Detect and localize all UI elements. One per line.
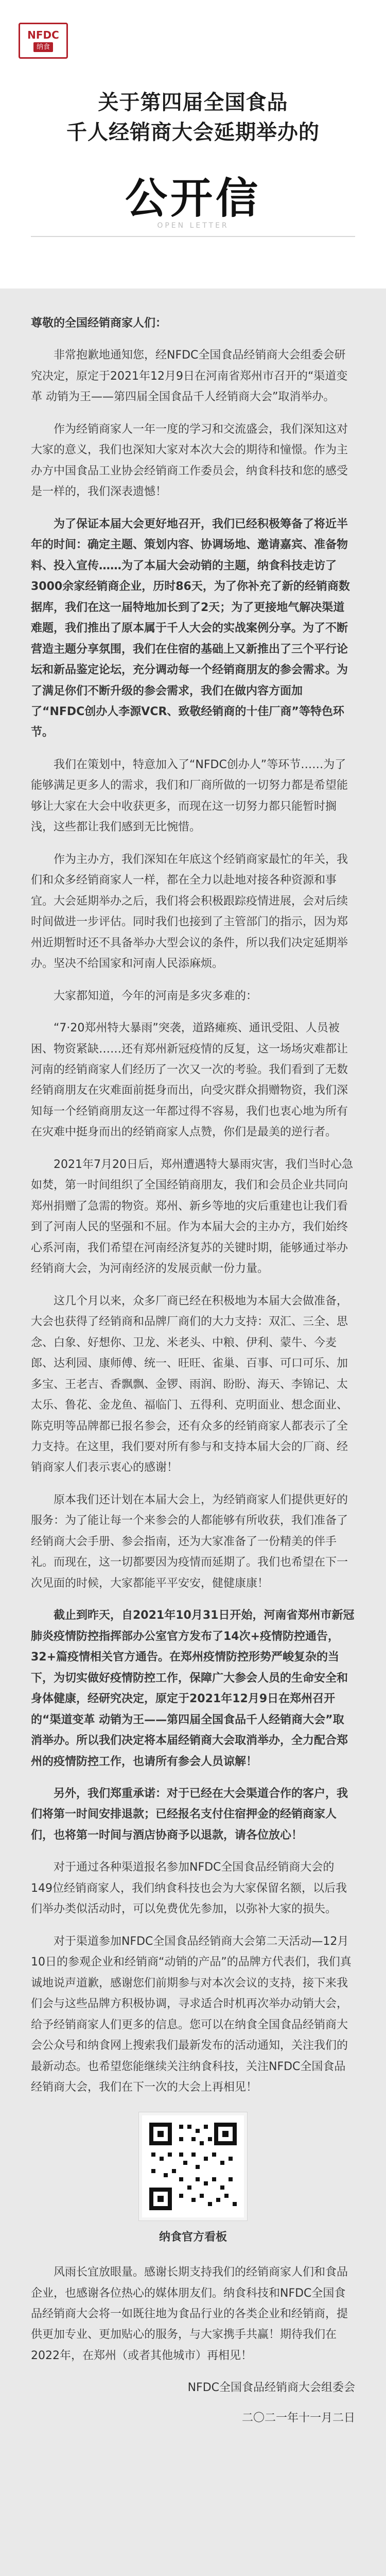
paragraph-9: 原本我们还计划在本届大会上，为经销商家人们提供更好的服务：为了能让每一个来参会的人都能够有所收获，我们准备了经销商大会手册、参会指南，还为大家准备了一份精美的伴手礼。而现在，这一切都要因为疫情而延期了。我们也希望在下一次见面的时候，大家都能平平安安，健健康康！ [31,1493,348,1590]
qr-section [31,2112,355,2248]
paragraph-7: 2021年7月20日后，郑州遭遇特大暴雨灾害，我们当时心急如焚，第一时间组织了全国经销商朋友，我们和会员企业共同向郑州捐赠了急需的物资。郑州、新乡等地的灾后重建也让我们看到了河南人民的坚强和不屈。作为本届大会的主办方，我们始终心系河南，我们希望在河南经济复苏的关键时期，能够通过举办经销商大会，为河南经济的发展贡献一份力量。 [31,1158,353,1276]
open-letter-subtitle: OPEN LETTER [157,222,229,230]
bottom-spacer [31,2429,355,2441]
signature-block [31,2378,355,2429]
paragraph-2: 作为经销商家人一年一度的学习和交流盛会，我们深知这对大家的意义，我们也深知大家对本次大会的期待和憧憬。作为主办方中国食品工业协会经销商工作委员会，纳食科技和您的感受是一样的，我们深表遗憾！ [31,422,348,499]
qr-label: 纳食官方看板 [159,2230,227,2244]
nfdc-logo [19,23,68,59]
big-title-wrap [0,165,386,225]
letter-title [0,88,386,147]
paragraph-13: 对于渠道参加NFDC全国食品经销商大会第二天活动—12月10日的参观企业和经销商“动销的产品”的品牌方代表们，我们真诚地说声道歉，感谢您们前期参与对本次会议的支持，接下来我们会与这些品牌方积极协调，寻求适合时机再次举办动销大会，给予经销商家人们更多的信息。您可以在纳食全国食品经销商大会公众号和纳食网上搜索我们最新发布的活动通知，关注我们的最新动态。也希望您能继续关注纳食科技，关注NFDC全国食品经销商大会，我们在下一次的大会上再相见！ [31,1935,352,2094]
paragraph-6-lead: 大家都知道，今年的河南是多灾多难的： [54,989,258,1003]
paragraph-12: 对于通过各种渠道报名参加NFDC全国食品经销商大会的149位经销商家人，我们纳食科技也会为大家保留名额，以后我们举办类似活动时，可以免费优先参加，以弥补大家的损失。 [31,1861,347,1916]
logo-text-bottom: 纳食 [33,42,53,52]
paragraph-5: 作为主办方，我们深知在年底这个经销商家最忙的年关，我们和众多经销商家人一样，都在全力以赴地对接各种资源和事宜。大会延期举办之后，我们将会积极跟踪疫情进展，会对后续时间做进一步评估。同时我们也接到了主管部门的指示，因为郑州近期暂时还不具备举办大型会议的条件，所以我们决定延期举办。坚决不给国家和河南人民添麻烦。 [31,853,348,971]
qr-code-pattern [145,2119,241,2214]
title-line-2: 千人经销商大会延期举办的 [66,121,320,144]
paragraph-6: “7·20郑州特大暴雨”突袭，道路瘫痪、通讯受阻、人员被困、物资紧缺……还有郑州新冠疫情的反复，这一场场灾难都让河南的经销商家人们经历了一次又一次的考验。我们看到了无数经销商朋友在灾难面前挺身而出，向受灾群众捐赠物资，我们深知每一个经销商朋友这一年都过得不容易，我们也衷心地为所有在灾难中挺身而出的经销商家人点赞，你们是最美的逆行者。 [31,1022,348,1139]
salutation: 尊敬的全国经销商家人们： [31,317,167,330]
title-line-1: 关于第四届全国食品 [98,91,288,114]
letter-body [31,289,355,2462]
paragraph-1: 非常抱歉地通知您，经NFDC全国食品经销商大会组委会研究决定，原定于2021年12月9日在河南省郑州市召开的“渠道变革 动销为王——第四届全国食品千人经销商大会”取消举办。 [31,349,348,404]
paragraph-14: 风雨长宜放眼量。感谢长期支持我们的经销商家人们和食品企业，也感谢各位热心的媒体朋友们。纳食科技和NFDC全国食品经销商大会将一如既往地为食品行业的各类企业和经销商，提供更加专业、更加贴心的服务，与大家携手共赢！期待我们在2022年，在郑州（或者其他城市）再相见！ [31,2266,348,2362]
paragraph-10: 截止到昨天，自2021年10月31日开始，河南省郑州市新冠肺炎疫情防控指挥部办公室官方发布了14次+疫情防控通告，32+篇疫情相关官方通告。在郑州疫情防控形势严峻复杂的当下，为切实做好疫情防控工作，保障广大参会人员的生命安全和身体健康，经研究决定，原定于2021年12月9日在郑州召开的“渠道变革 动销为王——第四届全国食品千人经销商大会”取消举办。所以我们决定将本届经销商大会取消举办，全力配合郑州的疫情防控工作，也请所有参会人员谅解！ [31,1609,355,1768]
letter-header [0,0,386,289]
paragraph-4: 我们在策划中，特意加入了“NFDC创办人”等环节……为了能够满足更多人的需求，我们和厂商所做的一切努力都是希望能够让大家在大会中收获更多，而现在这一切努力都只能暂时搁浅，这些都让我们感到无比惋惜。 [31,758,348,834]
signature-organizer: NFDC全国食品经销商大会组委会 [187,2381,355,2395]
signature-date: 二〇二一年十一月二日 [241,2411,355,2425]
logo-text-top: NFDC [27,28,59,41]
paragraph-8: 这几个月以来，众多厂商已经在积极地为本届大会做准备，大会也获得了经销商和品牌厂商们的大力支持：双汇、三全、思念、白象、好想你、卫龙、米老头、中粮、伊利、蒙牛、今麦郎、达利园、康师傅、统一、旺旺、雀巢、百事、可口可乐、加多宝、王老吉、香飘飘、金锣、雨润、盼盼、海天、李锦记、太太乐、鲁花、金龙鱼、福临门、五得利、克明面业、想念面业、陈克明等品牌都已报名参会，还有众多的经销商家人都表示了全力支持。在这里，我们要对所有参与和支持本届大会的厂商、经销商家人们表示衷心的感谢！ [31,1294,348,1475]
paragraph-3: 为了保证本届大会更好地召开，我们已经积极筹备了将近半年的时间：确定主题、策划内容、协调场地、邀请嘉宾、准备物料、投入宣传……为了本届大会动销的主题，纳食科技走访了3000余家经销商企业，历时86天，为了你补充了新的经销商数据库，我们在这一届特地加长到了2天；为了更接地气解决渠道难题，我们推出了原本属于千人大会的实战案例分享。为了不断营造主题分享氛围，我们在住宿的基础上又新推出了三个平行论坛和新品鉴定论坛，充分调动每一个经销商朋友的参会需求。为了满足你们不断升级的参会需求，我们在做内容方面加了“NFDC创办人李源VCR、致敬经销商的十佳厂商”等特色环节。 [31,517,350,739]
paragraph-11 [31,1784,355,1846]
paragraph-11-text: 另外，我们郑重承诺：对于已经在大会渠道合作的客户，我们将第一时间安排退款；已经报名支付住宿押金的经销商家人们，也将第一时间与酒店协商予以退款，请各位放心！ [31,1787,348,1842]
big-title: 公开信 [125,174,261,223]
title-divider [31,236,355,237]
qr-code[interactable] [138,2112,248,2221]
